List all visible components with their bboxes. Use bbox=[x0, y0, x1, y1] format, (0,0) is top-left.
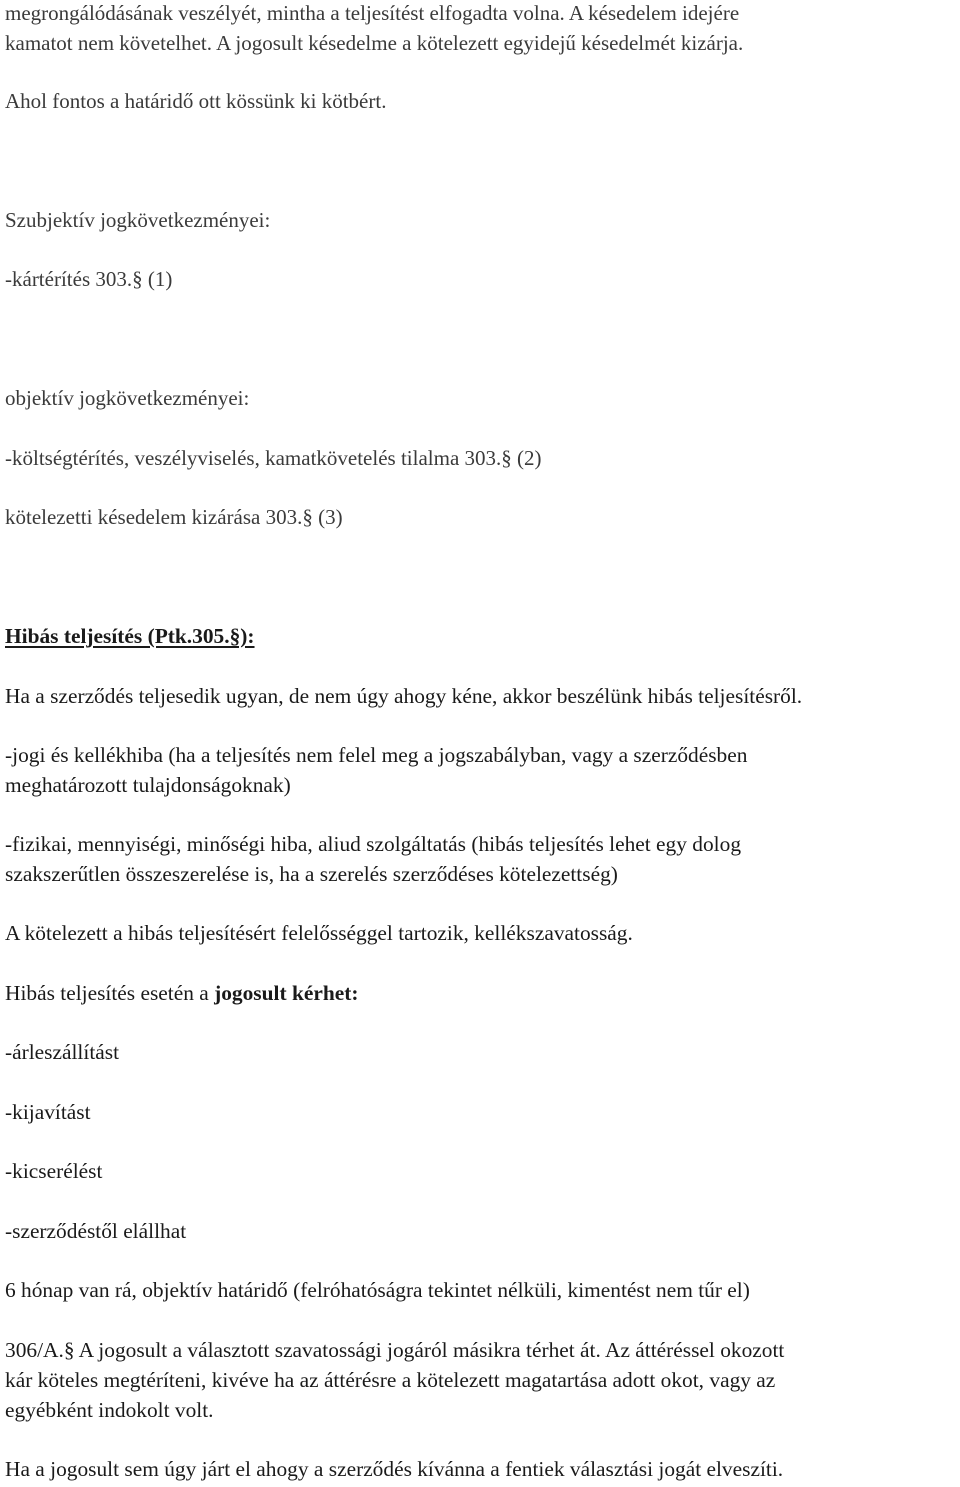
list-item: -kártérítés 303.§ (1) bbox=[5, 267, 173, 291]
paragraph-line: kamatot nem követelhet. A jogosult késedelme a kötelezett egyidejű késedelmét kizárja. bbox=[5, 31, 744, 55]
paragraph-line: szakszerűtlen összeszerelése is, ha a szerelés szerződéses kötelezettség) bbox=[5, 862, 618, 886]
list-item: -kijavítást bbox=[5, 1100, 91, 1124]
paragraph: 6 hónap van rá, objektív határidő (felróhatóságra tekintet nélküli, kimentést nem tűr el) bbox=[5, 1278, 750, 1302]
paragraph-line: -jogi és kellékhiba (ha a teljesítés nem felel meg a jogszabályban, vagy a szerződésben bbox=[5, 743, 748, 767]
paragraph-line: meghatározott tulajdonságoknak) bbox=[5, 773, 291, 797]
paragraph-line: kár köteles megtéríteni, kivéve ha az áttérésre a kötelezett magatartása adott okot, vagy az bbox=[5, 1368, 776, 1392]
section-title: Szubjektív jogkövetkezményei: bbox=[5, 208, 271, 232]
section-heading: Hibás teljesítés (Ptk.305.§): bbox=[5, 624, 255, 648]
list-item: kötelezetti késedelem kizárása 303.§ (3) bbox=[5, 505, 343, 529]
list-item: -költségtérítés, veszélyviselés, kamatkövetelés tilalma 303.§ (2) bbox=[5, 446, 542, 470]
paragraph: Ha a jogosult sem úgy járt el ahogy a szerződés kívánna a fentiek választási jogát elveszíti. bbox=[5, 1457, 784, 1481]
paragraph bbox=[5, 981, 358, 1005]
section-title: objektív jogkövetkezményei: bbox=[5, 386, 250, 410]
text-span: Hibás teljesítés esetén a bbox=[5, 981, 215, 1005]
list-item: -árleszállítást bbox=[5, 1040, 120, 1064]
paragraph-line: egyébként indokolt volt. bbox=[5, 1398, 214, 1422]
paragraph-line: -fizikai, mennyiségi, minőségi hiba, aliud szolgáltatás (hibás teljesítés lehet egy dolog bbox=[5, 832, 742, 856]
paragraph-line: megrongálódásának veszélyét, mintha a teljesítést elfogadta volna. A késedelem idejére bbox=[5, 1, 740, 25]
paragraph: Ahol fontos a határidő ott kössünk ki kötbért. bbox=[5, 89, 387, 113]
bold-text-span: jogosult kérhet: bbox=[214, 981, 359, 1005]
list-item: -szerződéstől elállhat bbox=[5, 1219, 187, 1243]
paragraph: Ha a szerződés teljesedik ugyan, de nem úgy ahogy kéne, akkor beszélünk hibás teljesítésről. bbox=[5, 684, 803, 708]
paragraph-line: 306/A.§ A jogosult a választott szavatossági jogáról másikra térhet át. Az áttéréssel okozott bbox=[5, 1338, 785, 1362]
paragraph: A kötelezett a hibás teljesítésért felelősséggel tartozik, kellékszavatosság. bbox=[5, 921, 633, 945]
list-item: -kicserélést bbox=[5, 1159, 103, 1183]
